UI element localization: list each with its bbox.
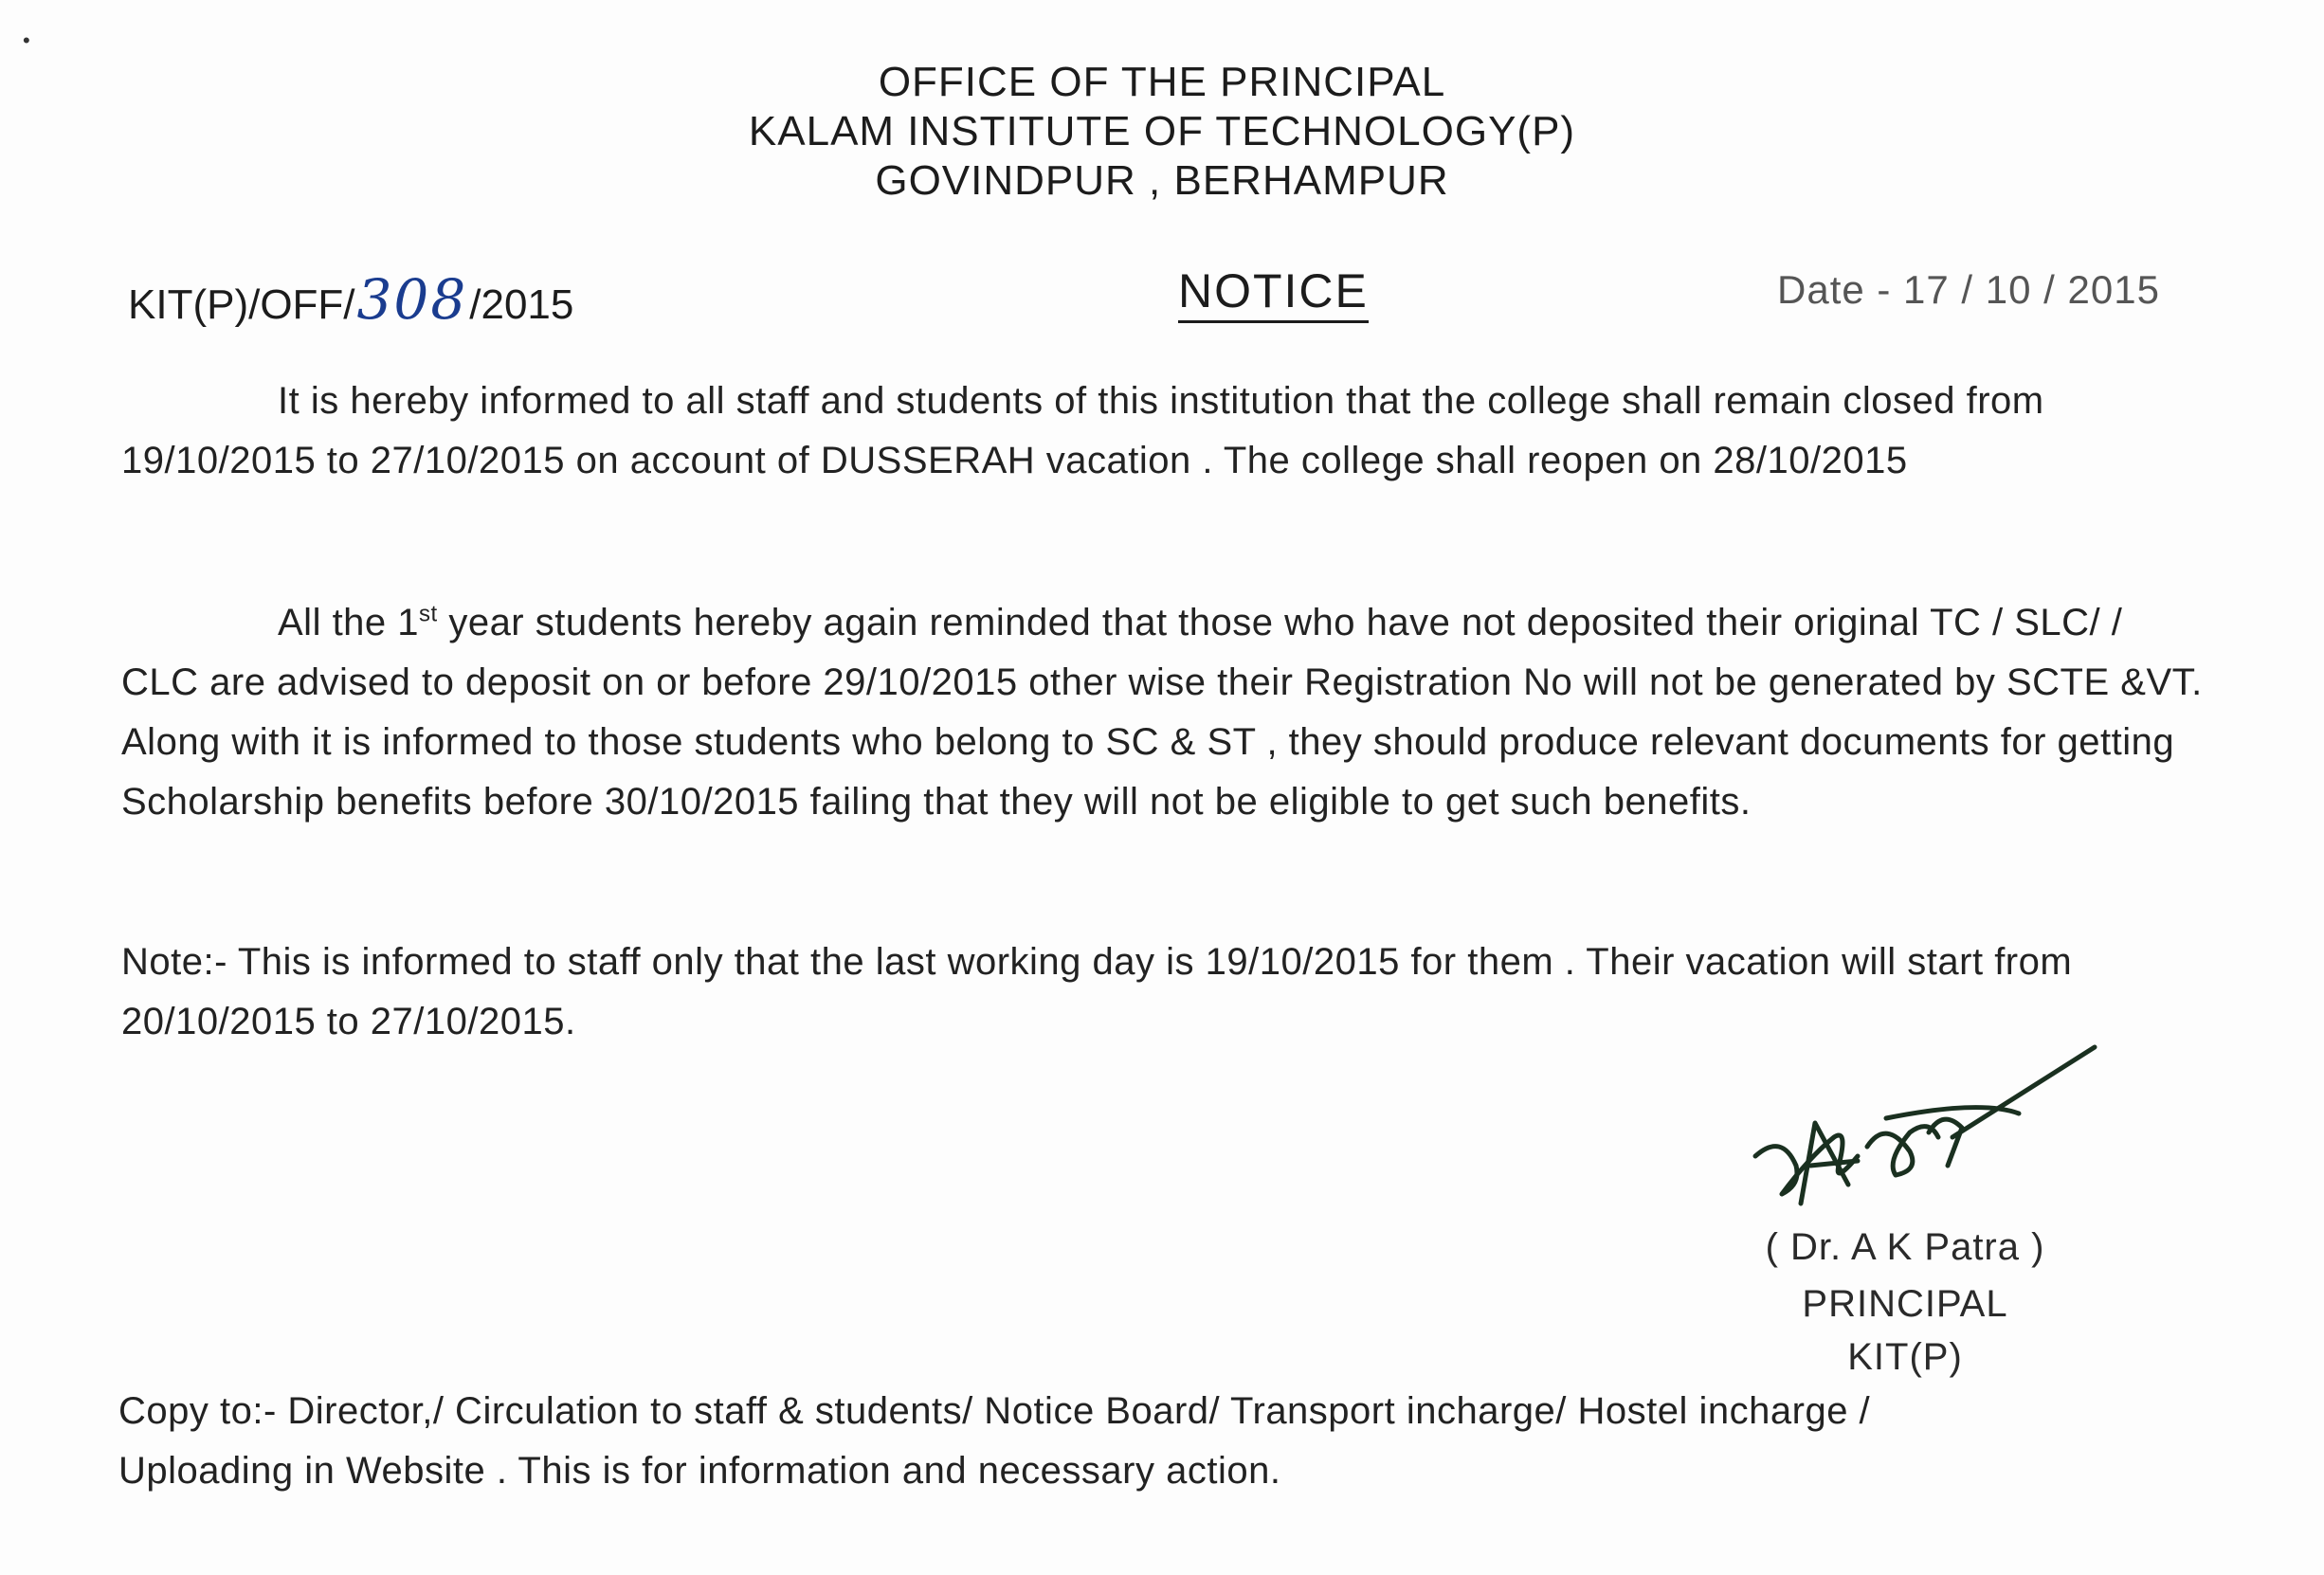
copy-to-line-1: Copy to:- Director,/ Circulation to staff & students/ Notice Board/ Transport incharge/ Hostel incharge / [118,1390,1871,1432]
reference-suffix: /2015 [469,281,574,328]
staff-note: Note:- This is informed to staff only that the last working day is 19/10/2015 for them . Their vacation will start from 20/10/2015 to 27/10/2015. [121,941,2073,1042]
copy-to-line-2: Uploading in Website . This is for information and necessary action. [118,1450,1281,1492]
closure-text: It is hereby informed to all staff and students of this institution that the college shall remain closed from 19/10/2015 to 27/10/2015 on account of DUSSERAH vacation . The college shall reopen on 28/10/2015 [121,380,2044,481]
notice-heading: NOTICE [1178,263,1369,323]
scan-speck: • [23,28,30,52]
reminder-text: year students hereby again reminded that those who have not deposited their original TC / SLC/ / CLC are advised to deposit on or before 29/10/2015 other wise their Registration No will not be generated by SCTE &VT. Along with it is informed to those students who belong to SC & ST , they should produce relevant documents for getting Scholarship benefits before 30/10/2015 failing that they will not be eligible to get such benefits. [121,602,2203,823]
reference-prefix: KIT(P)/OFF/ [128,281,355,328]
closure-paragraph [121,371,2206,491]
ordinal-superscript: st [419,601,438,627]
signatory-name: ( Dr. A K Patra ) [1765,1226,2045,1268]
signatory-institution: KIT(P) [1847,1336,1963,1378]
signatory-designation: PRINCIPAL [1802,1283,2008,1325]
reference-number [128,267,573,332]
reminder-paragraph [121,593,2206,832]
principal-signature [1744,1042,2123,1222]
institute-address: GOVINDPUR , BERHAMPUR [875,157,1449,204]
reminder-lead: All the 1 [278,602,420,643]
office-title: OFFICE OF THE PRINCIPAL [878,59,1446,105]
institute-name: KALAM INSTITUTE OF TECHNOLOGY(P) [748,108,1576,154]
notice-date: Date - 17 / 10 / 2015 [1777,267,2160,312]
handwritten-reference-number: 308 [356,267,468,332]
